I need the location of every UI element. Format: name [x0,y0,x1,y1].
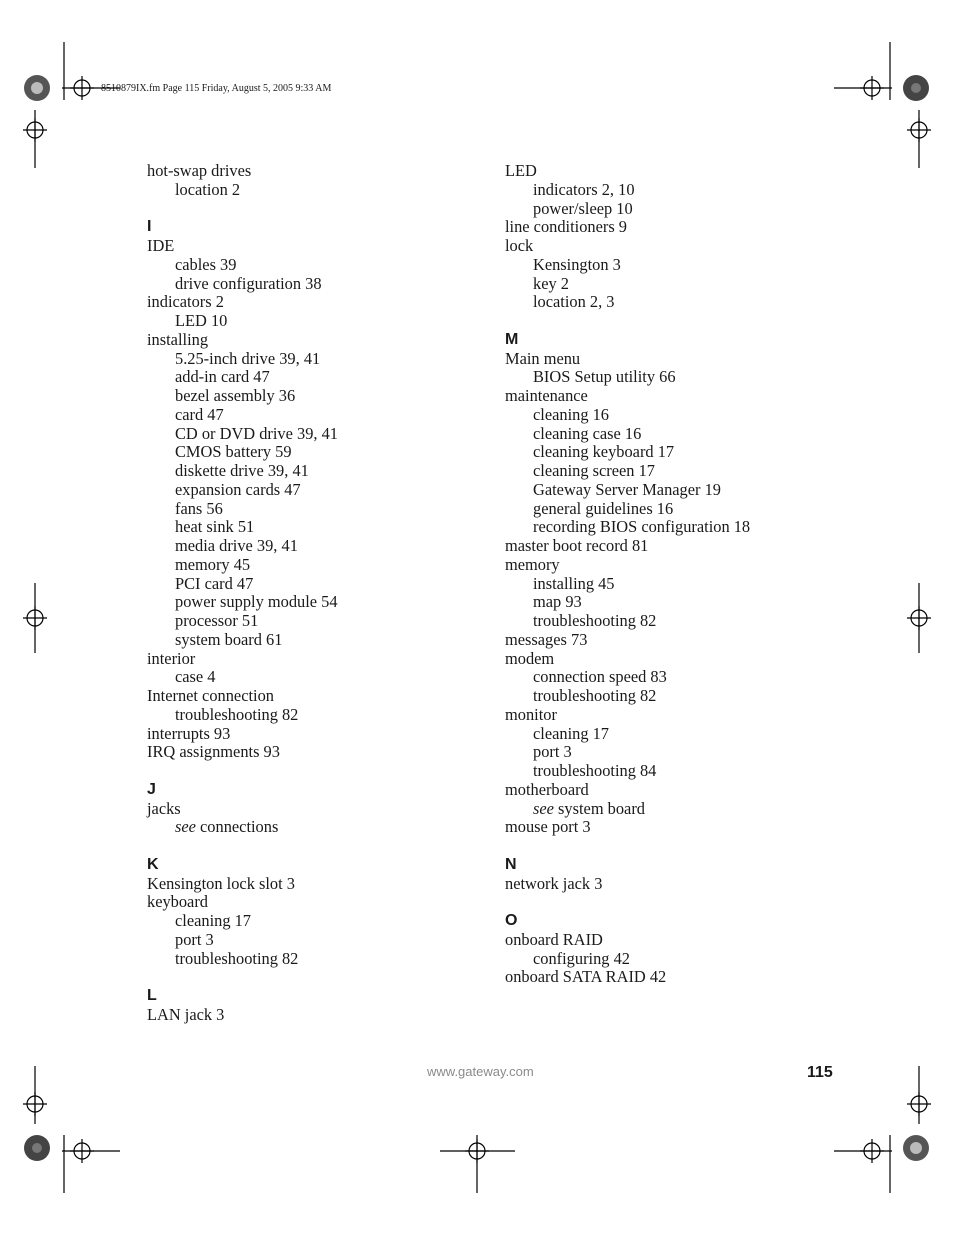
index-subentry: diskette drive 39, 41 [175,461,309,480]
index-entry: master boot record 81 [505,536,649,555]
index-subentry: processor 51 [175,611,259,630]
index-entry: interrupts 93 [147,723,231,743]
footer-url: www.gateway.com [427,1064,534,1079]
index-subentry: LED 10 [175,311,228,330]
index-letter-heading: N [505,855,517,873]
index-entry: network jack 3 [505,873,603,893]
crop-lines-icon [35,42,919,1193]
index-subentry: card 47 [175,404,224,424]
index-subentry: key 2 [533,273,569,293]
index-entry: IRQ assignments 93 [147,742,280,762]
index-entry: hot-swap drives [147,161,252,180]
index-entry: jacks [147,798,181,818]
index-subentry: case 4 [175,667,216,687]
see-reference: see [175,817,196,837]
index-subentry: CMOS battery 59 [175,442,292,462]
index-subentry: troubleshooting 84 [533,761,657,780]
index-entry: messages 73 [505,629,588,649]
index-entry: indicators 2 [147,292,224,312]
index-subentry: fans 56 [175,498,223,518]
see-target: connections [195,817,279,837]
index-subentry: troubleshooting 82 [175,948,299,968]
index-subentry: Kensington 3 [533,254,621,274]
index-entry: memory [505,554,560,574]
index-subentry: cleaning 17 [533,723,610,743]
index-entry: IDE [147,236,175,255]
index-entry: installing [147,329,209,349]
index-entry: keyboard [147,892,208,912]
index-entry: motherboard [505,779,589,799]
index-subentry: configuring 42 [533,948,630,968]
index-subentry: PCI card 47 [175,573,254,593]
index-subentry: memory 45 [175,554,251,574]
index-subentry: indicators 2, 10 [533,179,635,199]
star-target-icon [24,75,929,1161]
index-entry: onboard SATA RAID 42 [505,967,667,987]
index-subentry: troubleshooting 82 [533,686,657,705]
index-subentry: port 3 [533,742,572,762]
index-subentry: troubleshooting 82 [175,704,299,724]
index-entry: monitor [505,704,557,724]
index-entry: LED [505,161,537,180]
index-subentry: BIOS Setup utility 66 [533,367,676,387]
index-entry: interior [147,648,196,668]
index-subentry: connection speed 83 [533,667,667,687]
index-subentry: location 2, 3 [533,292,615,312]
index-entry: LAN jack 3 [147,1004,225,1024]
index-subentry: media drive 39, 41 [175,536,298,555]
index-subentry: port 3 [175,929,214,949]
see-target: system board [553,798,645,818]
index-letter-heading: L [147,987,157,1004]
index-subentry: location 2 [175,179,241,199]
index-subentry: power supply module 54 [175,592,338,612]
index-entry: mouse port 3 [505,817,591,837]
index-subentry: recording BIOS configuration 18 [533,517,751,537]
index-letter-heading: I [147,218,152,236]
index-subentry: cleaning screen 17 [533,461,655,480]
index-entry: modem [505,648,555,668]
index-entry: line conditioners 9 [505,217,627,237]
index-subentry: heat sink 51 [175,517,255,537]
index-subentry: cables 39 [175,254,237,274]
index-subentry: map 93 [533,592,582,612]
index-entry: Internet connection [147,686,274,705]
index-entry: Main menu [505,348,581,368]
index-entry: lock [505,236,534,255]
index-subentry: cleaning 16 [533,404,610,424]
index-subentry: installing 45 [533,573,615,593]
index-letter-heading: M [505,330,519,348]
page-number: 115 [807,1064,833,1081]
index-entry: Kensington lock slot 3 [147,873,295,893]
index-subentry: drive configuration 38 [175,273,322,293]
index-subentry: 5.25-inch drive 39, 41 [175,348,321,368]
index-subentry: add-in card 47 [175,367,270,387]
index-entry: onboard RAID [505,929,603,949]
index-subentry: power/sleep 10 [533,198,633,218]
see-reference: see [533,798,554,818]
index-subentry: cleaning case 16 [533,423,642,443]
index-entry: maintenance [505,386,588,405]
index-letter-heading: J [147,780,156,798]
index-subentry: CD or DVD drive 39, 41 [175,423,338,443]
index-subentry: troubleshooting 82 [533,611,657,630]
index-subentry: cleaning 17 [175,911,252,930]
registration-target-icon [23,76,931,1163]
index-subentry: system board 61 [175,629,283,649]
index-subentry: cleaning keyboard 17 [533,442,675,462]
index-letter-heading: O [505,912,518,929]
index-subentry: general guidelines 16 [533,498,674,518]
index-letter-heading: K [147,855,159,873]
index-subentry: expansion cards 47 [175,479,301,499]
index-subentry: bezel assembly 36 [175,386,296,405]
file-slug: 8510879IX.fm Page 115 Friday, August 5, 2005 9:33 AM [101,83,332,94]
index-subentry: Gateway Server Manager 19 [533,479,721,499]
